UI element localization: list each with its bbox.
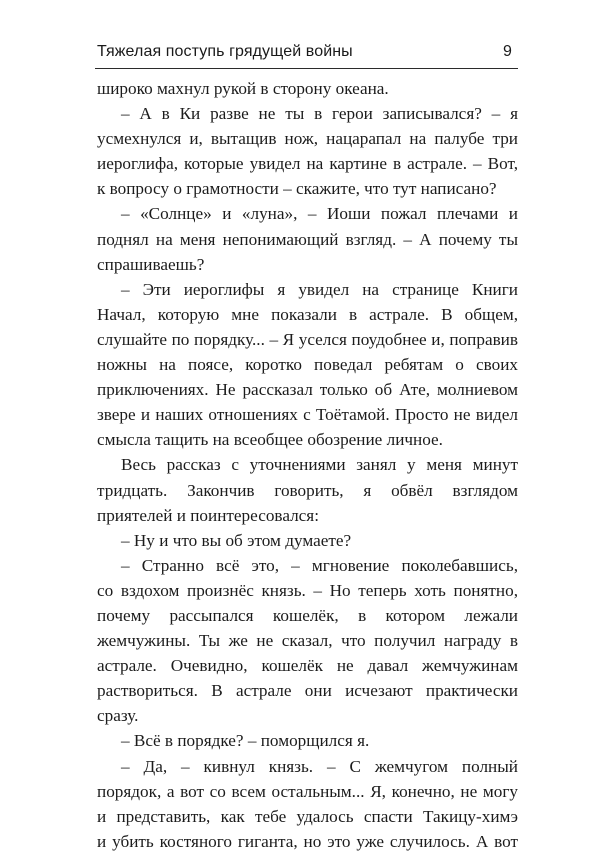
text-line: – Ну и что вы об этом думаете? [121, 530, 352, 550]
text-line: звере и наших отношениях с Тоётамой. Просто не видел [97, 405, 518, 425]
text-line: – Всё в порядке? – поморщился я. [121, 731, 370, 751]
text-line: и представить, как тебе удалось спасти Такицу-химэ [97, 806, 518, 826]
text-line: порядок, а вот со всем остальным... Я, конечно, не могу [97, 781, 518, 801]
text-line: почему рассыпался кошелёк, в котором лежали [97, 605, 518, 625]
text-line: широко махнул рукой в сторону океана. [97, 79, 389, 98]
text-line: – Странно всё это, – мгновение поколебавшись, [121, 555, 518, 575]
text-line: – Да, – кивнул князь. – С жемчугом полный [121, 756, 518, 776]
text-line: к вопросу о грамотности – скажите, что тут написано? [97, 179, 497, 199]
text-line: Весь рассказ с уточнениями занял у меня минут [121, 455, 518, 475]
text-line: тридцать. Закончив говорить, я обвёл взглядом [97, 480, 518, 500]
text-line: раствориться. В астрале они исчезают практически [97, 681, 518, 701]
text-line: жемчужины. Ты же не сказал, что получил награду в [97, 631, 518, 651]
header-rule [95, 68, 518, 69]
text-line: усмехнулся и, вытащив нож, нацарапал на палубе три [97, 129, 518, 149]
text-line: – А в Ки разве не ты в герои записывался? – я [121, 104, 518, 124]
text-line: смысла тащить на всеобщее обозрение личное. [97, 430, 443, 450]
text-line: ножны на поясе, коротко поведал ребятам о своих [97, 355, 518, 375]
text-line: поднял на меня непонимающий взгляд. – А почему ты [97, 229, 518, 249]
text-line: – «Солнце» и «луна», – Иоши пожал плечами и [121, 204, 518, 224]
text-line: сразу. [97, 706, 139, 726]
text-line: слушайте по порядку... – Я уселся поудобнее и, поправив [97, 329, 518, 349]
page-number: 9 [503, 43, 512, 60]
text-line: со вздохом произнёс князь. – Но теперь хоть понятно, [97, 580, 518, 600]
running-title: Тяжелая поступь грядущей войны [97, 43, 353, 60]
running-head [95, 40, 518, 64]
text-line: спрашиваешь? [97, 254, 205, 274]
text-line: астрале. Очевидно, кошелёк не давал жемчужинам [97, 656, 518, 676]
text-line: приятелей и поинтересовался: [97, 505, 319, 525]
text-line: приключениях. Не рассказал только об Ате, молниевом [97, 380, 518, 400]
text-line: Начал, которую мне показали в астрале. В общем, [97, 304, 518, 324]
text-line: и убить костяного гиганта, но это уже случилось. А вот [97, 831, 518, 851]
text-line: – Эти иероглифы я увидел на странице Книги [121, 279, 518, 299]
body-text [97, 76, 518, 854]
text-line: иероглифа, которые увидел на картине в астрале. – Вот, [97, 154, 518, 174]
